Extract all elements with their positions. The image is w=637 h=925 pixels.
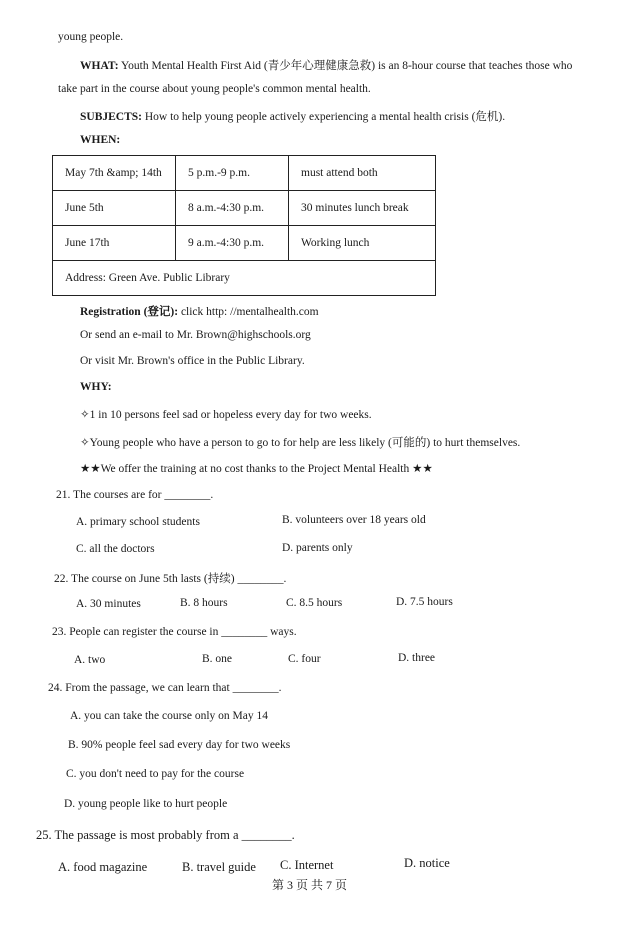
visit-line: Or visit Mr. Brown's office in the Public Library.	[80, 355, 305, 367]
table-row	[53, 261, 436, 296]
schedule-time: 8 a.m.-4:30 p.m.	[176, 191, 289, 226]
answer-option[interactable]: C. 8.5 hours	[286, 597, 343, 609]
answer-option[interactable]: B. one	[202, 653, 233, 665]
when-label: WHEN:	[80, 134, 121, 146]
answer-option[interactable]: B. 8 hours	[180, 597, 228, 609]
why-item: ✧Young people who have a person to go to for help are less likely (可能的) to hurt themselves.	[80, 437, 521, 449]
answer-option[interactable]: D. 7.5 hours	[396, 596, 453, 608]
schedule-note: must attend both	[289, 156, 436, 191]
answer-option[interactable]: B. 90% people feel sad every day for two weeks	[68, 739, 291, 751]
answer-option[interactable]: C. Internet	[280, 858, 334, 872]
what-text-cont: take part in the course about young people's common mental health.	[58, 83, 371, 95]
answer-option[interactable]: A. food magazine	[58, 860, 148, 874]
table-row	[53, 191, 436, 226]
what-line	[80, 57, 572, 73]
registration-label: Registration	[80, 306, 141, 318]
answer-option[interactable]: A. primary school students	[76, 516, 200, 528]
schedule-note: 30 minutes lunch break	[289, 191, 436, 226]
registration-link[interactable]: click http: //mentalhealth.com	[180, 306, 319, 318]
answer-option[interactable]: D. notice	[404, 856, 450, 870]
answer-option[interactable]: A. 30 minutes	[76, 598, 141, 610]
schedule-date: June 5th	[53, 191, 176, 226]
answer-option[interactable]: D. young people like to hurt people	[64, 798, 228, 810]
schedule-address: Address: Green Ave. Public Library	[53, 261, 436, 296]
registration-line	[80, 303, 319, 319]
schedule-note: Working lunch	[289, 226, 436, 261]
schedule-date: May 7th &amp; 14th	[53, 156, 176, 191]
question-stem: 23. People can register the course in ________ ways.	[52, 626, 297, 638]
question-stem: 24. From the passage, we can learn that ________.	[48, 682, 282, 694]
answer-option[interactable]: A. you can take the course only on May 14	[70, 710, 269, 722]
what-text: Youth Mental Health First Aid (青少年心理健康急救) is an 8-hour course that teaches those who	[121, 60, 573, 72]
page-number: 第 3 页 共 7 页	[272, 878, 348, 892]
answer-option[interactable]: D. three	[398, 652, 436, 664]
why-label: WHY:	[80, 381, 112, 393]
question-stem: 21. The courses are for ________.	[56, 489, 214, 501]
schedule-date: June 17th	[53, 226, 176, 261]
question-stem: 25. The passage is most probably from a ________.	[36, 828, 295, 842]
answer-option[interactable]: C. four	[288, 653, 321, 665]
subjects-text: How to help young people actively experiencing a mental health crisis (危机).	[144, 111, 506, 123]
answer-option[interactable]: C. all the doctors	[76, 543, 155, 555]
schedule-time: 9 a.m.-4:30 p.m.	[176, 226, 289, 261]
answer-option[interactable]: A. two	[74, 654, 106, 666]
table-row	[53, 156, 436, 191]
answer-option[interactable]: C. you don't need to pay for the course	[66, 768, 245, 780]
answer-option[interactable]: B. travel guide	[182, 860, 256, 874]
schedule-time: 5 p.m.-9 p.m.	[176, 156, 289, 191]
schedule-table	[52, 155, 436, 296]
answer-option[interactable]: B. volunteers over 18 years old	[282, 514, 426, 526]
registration-cn: (登记):	[143, 306, 179, 318]
what-label: WHAT:	[80, 60, 119, 72]
email-line: Or send an e-mail to Mr. Brown@highschools.org	[80, 329, 311, 341]
why-item: ★★We offer the training at no cost thanks to the Project Mental Health ★★	[80, 463, 433, 475]
answer-option[interactable]: D. parents only	[282, 542, 353, 554]
subjects-line	[80, 108, 505, 124]
intro-tail: young people.	[58, 31, 124, 43]
question-stem: 22. The course on June 5th lasts (持续) ________.	[54, 573, 287, 585]
table-row	[53, 226, 436, 261]
why-item: ✧1 in 10 persons feel sad or hopeless every day for two weeks.	[80, 409, 372, 421]
subjects-label: SUBJECTS:	[80, 111, 142, 123]
